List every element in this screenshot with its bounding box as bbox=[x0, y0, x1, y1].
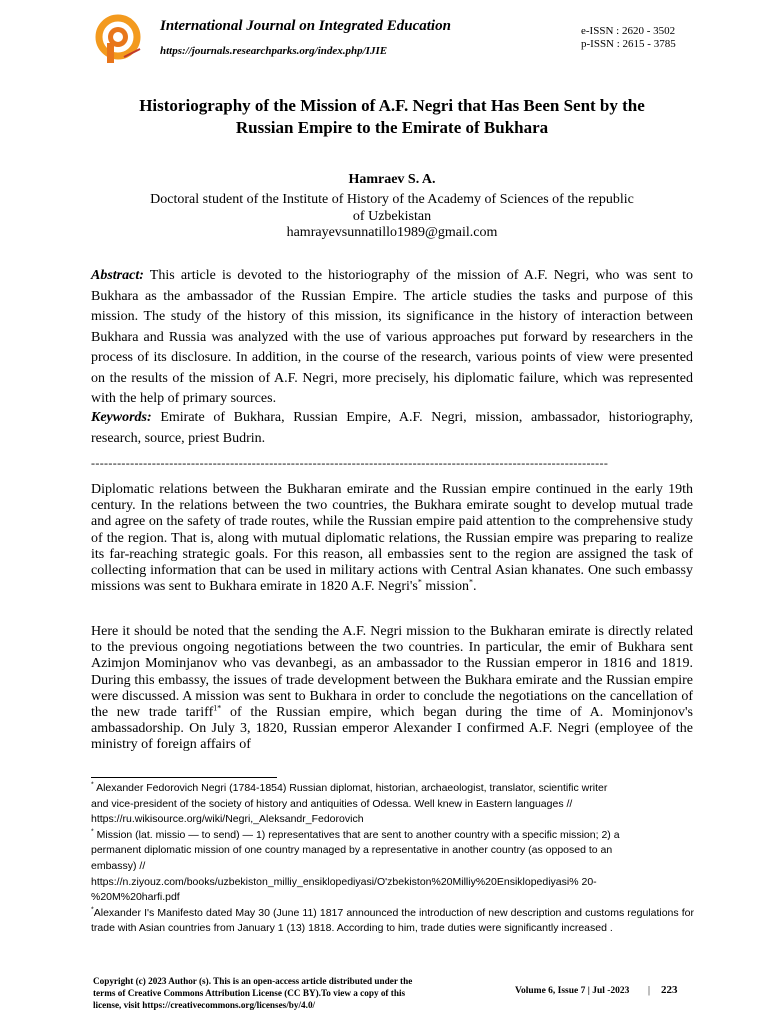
copyright-line2: terms of Creative Commons Attribution License (CC BY).To view a copy of this bbox=[93, 988, 406, 998]
para2-text: Here it should be noted that the sending the A.F. Negri mission to the Bukharan emirate is directly related to the previous ongoing negotiations between the two countries. In particular, the emir of Bukhara sent Azimjon Mominjanov who vas devanbegi, as an ambassador to the Russian emperor in 1816 and 1819. During this embassy, the issues of trade development between the Bukhara emirate and the Russian empire were discussed. A mission was sent to Bukhara in order to conclude the negotiations on the cancellation of the new trade tariff bbox=[91, 624, 693, 721]
footnote-2-url-link[interactable]: https://n.ziyouz.com/books/uzbekiston_milliy_ensiklopediyasi/O'zbekiston%20Milliy%20Ensiklopediyasi% 20- bbox=[91, 875, 597, 888]
keywords-paragraph bbox=[91, 408, 693, 449]
article-title-line1: Historiography of the Mission of A.F. Negri that Has Been Sent by the bbox=[139, 96, 645, 115]
footnote-3 bbox=[91, 906, 694, 937]
section-separator: ----------------------------------------------------------------------------------------------------------------------- bbox=[91, 456, 609, 470]
body-paragraph-1 bbox=[91, 482, 693, 595]
keywords-text: Emirate of Bukhara, Russian Empire, A.F. Negri, mission, ambassador, historiography, research, source, priest Budrin. bbox=[91, 410, 693, 446]
footnote-2-url-link-cont[interactable]: %20M%20harfi.pdf bbox=[91, 891, 180, 904]
footnote-2-marker: * bbox=[91, 828, 94, 836]
author-name: Hamraev S. A. bbox=[348, 172, 436, 187]
footnote-1-line2: and vice-president of the society of history and antiquities of Odessa. Well knew in Eastern languages // bbox=[91, 797, 573, 810]
para2-rest: of the Russian empire, which began during the time of A. Mominjonov's ambassadorship. On July 3, 1820, Russian emperor Alexander I confirmed A.F. Negri (employee of the ministry of foreign affairs of bbox=[91, 705, 693, 753]
footnote-3-text: Alexander I's Manifesto dated May 30 (June 11) 1817 announced the introduction of new description and customs regulations for trade with Asian countries from January 1 (13) 1818. According to him, trade duties were significantly increased . bbox=[91, 906, 694, 935]
footnote-2-line1: Mission (lat. missio — to send) — 1) representatives that are sent to another country with a specific mission; 2) a bbox=[93, 828, 620, 841]
article-title-line2: Russian Empire to the Emirate of Bukhara bbox=[235, 118, 549, 137]
footnote-1 bbox=[91, 781, 694, 797]
footnote-2 bbox=[91, 828, 694, 844]
footnotes bbox=[91, 781, 694, 937]
journal-title: International Journal on Integrated Education bbox=[160, 18, 451, 34]
keywords-label: Keywords: bbox=[91, 410, 152, 425]
affiliation-line1: Doctoral student of the Institute of History of the Academy of Sciences of the republic bbox=[150, 192, 634, 207]
footnote-ref-3[interactable]: 1* bbox=[213, 703, 222, 713]
abstract-paragraph bbox=[91, 266, 693, 410]
footnote-1-url-link[interactable]: https://ru.wikisource.org/wiki/Negri,_Aleksandr_Fedorovich bbox=[91, 813, 364, 826]
footer-separator: | bbox=[648, 985, 651, 996]
para1-end: . bbox=[472, 579, 477, 595]
research-parks-logo-icon bbox=[94, 13, 146, 65]
eissn: e-ISSN : 2620 - 3502 bbox=[581, 25, 676, 37]
abstract-text: This article is devoted to the historiography of the mission of A.F. Negri, who was sent to Bukhara as the ambassador of the Russian Empire. The article studies the tasks and purpose of this mission. The study of the history of this mission, its significance in the history of interaction between Bukhara and Russia was analyzed with the use of various approaches put forward by researchers in the process of its disclosure. In addition, in the course of the research, various points of view were presented on the results of the mission of A.F. Negri, more precisely, his diplomatic failure, which was represented with the help of primary sources. bbox=[91, 268, 693, 406]
footnote-divider bbox=[91, 777, 277, 778]
copyright-line1: Copyright (c) 2023 Author (s). This is an open-access article distributed under the bbox=[93, 976, 413, 986]
copyright-notice bbox=[93, 975, 468, 1011]
license-link[interactable]: license, visit https://creativecommons.org/licenses/by/4.0/ bbox=[93, 1000, 316, 1010]
article-title bbox=[90, 95, 694, 139]
footnote-2-line2: permanent diplomatic mission of one country managed by a representative in another country (as opposed to an bbox=[91, 844, 613, 857]
footnote-2-line3: embassy) // bbox=[91, 859, 146, 872]
issn-block bbox=[581, 25, 676, 51]
footnote-1-line1: Alexander Fedorovich Negri (1784-1854) Russian diplomat, historian, archaeologist, translator, scientific writer bbox=[93, 782, 608, 794]
page-number: 223 bbox=[661, 984, 678, 996]
author-affiliation bbox=[110, 191, 674, 225]
footnote-ref-2[interactable]: * bbox=[468, 577, 473, 587]
author-email-link[interactable]: hamrayevsunnatillo1989@gmail.com bbox=[286, 225, 498, 240]
footnote-3-marker: * bbox=[91, 906, 94, 914]
affiliation-line2: of Uzbekistan bbox=[352, 209, 432, 224]
pissn: p-ISSN : 2615 - 3785 bbox=[581, 38, 676, 50]
para1-mid: mission bbox=[421, 579, 469, 595]
body-paragraph-2 bbox=[91, 624, 693, 754]
volume-issue: Volume 6, Issue 7 | Jul -2023 bbox=[515, 986, 630, 996]
abstract-label: Abstract: bbox=[91, 268, 144, 283]
para1-text: Diplomatic relations between the Bukharan emirate and the Russian empire continued in the early 19th century. In the relations between the two countries, the Bukhara emirate sought to develop mutual trade and agree on the safety of trade routes, while the Russian empire paid attention to the comprehensive study of the region. That is, along with mutual diplomatic relations, the Russian empire was preparing to realize its far-reaching strategic goals. For this reason, all embassies sent to the region are assigned the task of collecting information that can be used in military actions with Central Asian khanates. One such embassy missions was sent to Bukhara emirate in 1820 A.F. Negri's bbox=[91, 482, 693, 595]
footnote-1-marker: * bbox=[91, 781, 94, 789]
journal-url-link[interactable]: https://journals.researchparks.org/index.php/IJIE bbox=[160, 45, 388, 57]
footnote-ref-1[interactable]: * bbox=[417, 577, 422, 587]
